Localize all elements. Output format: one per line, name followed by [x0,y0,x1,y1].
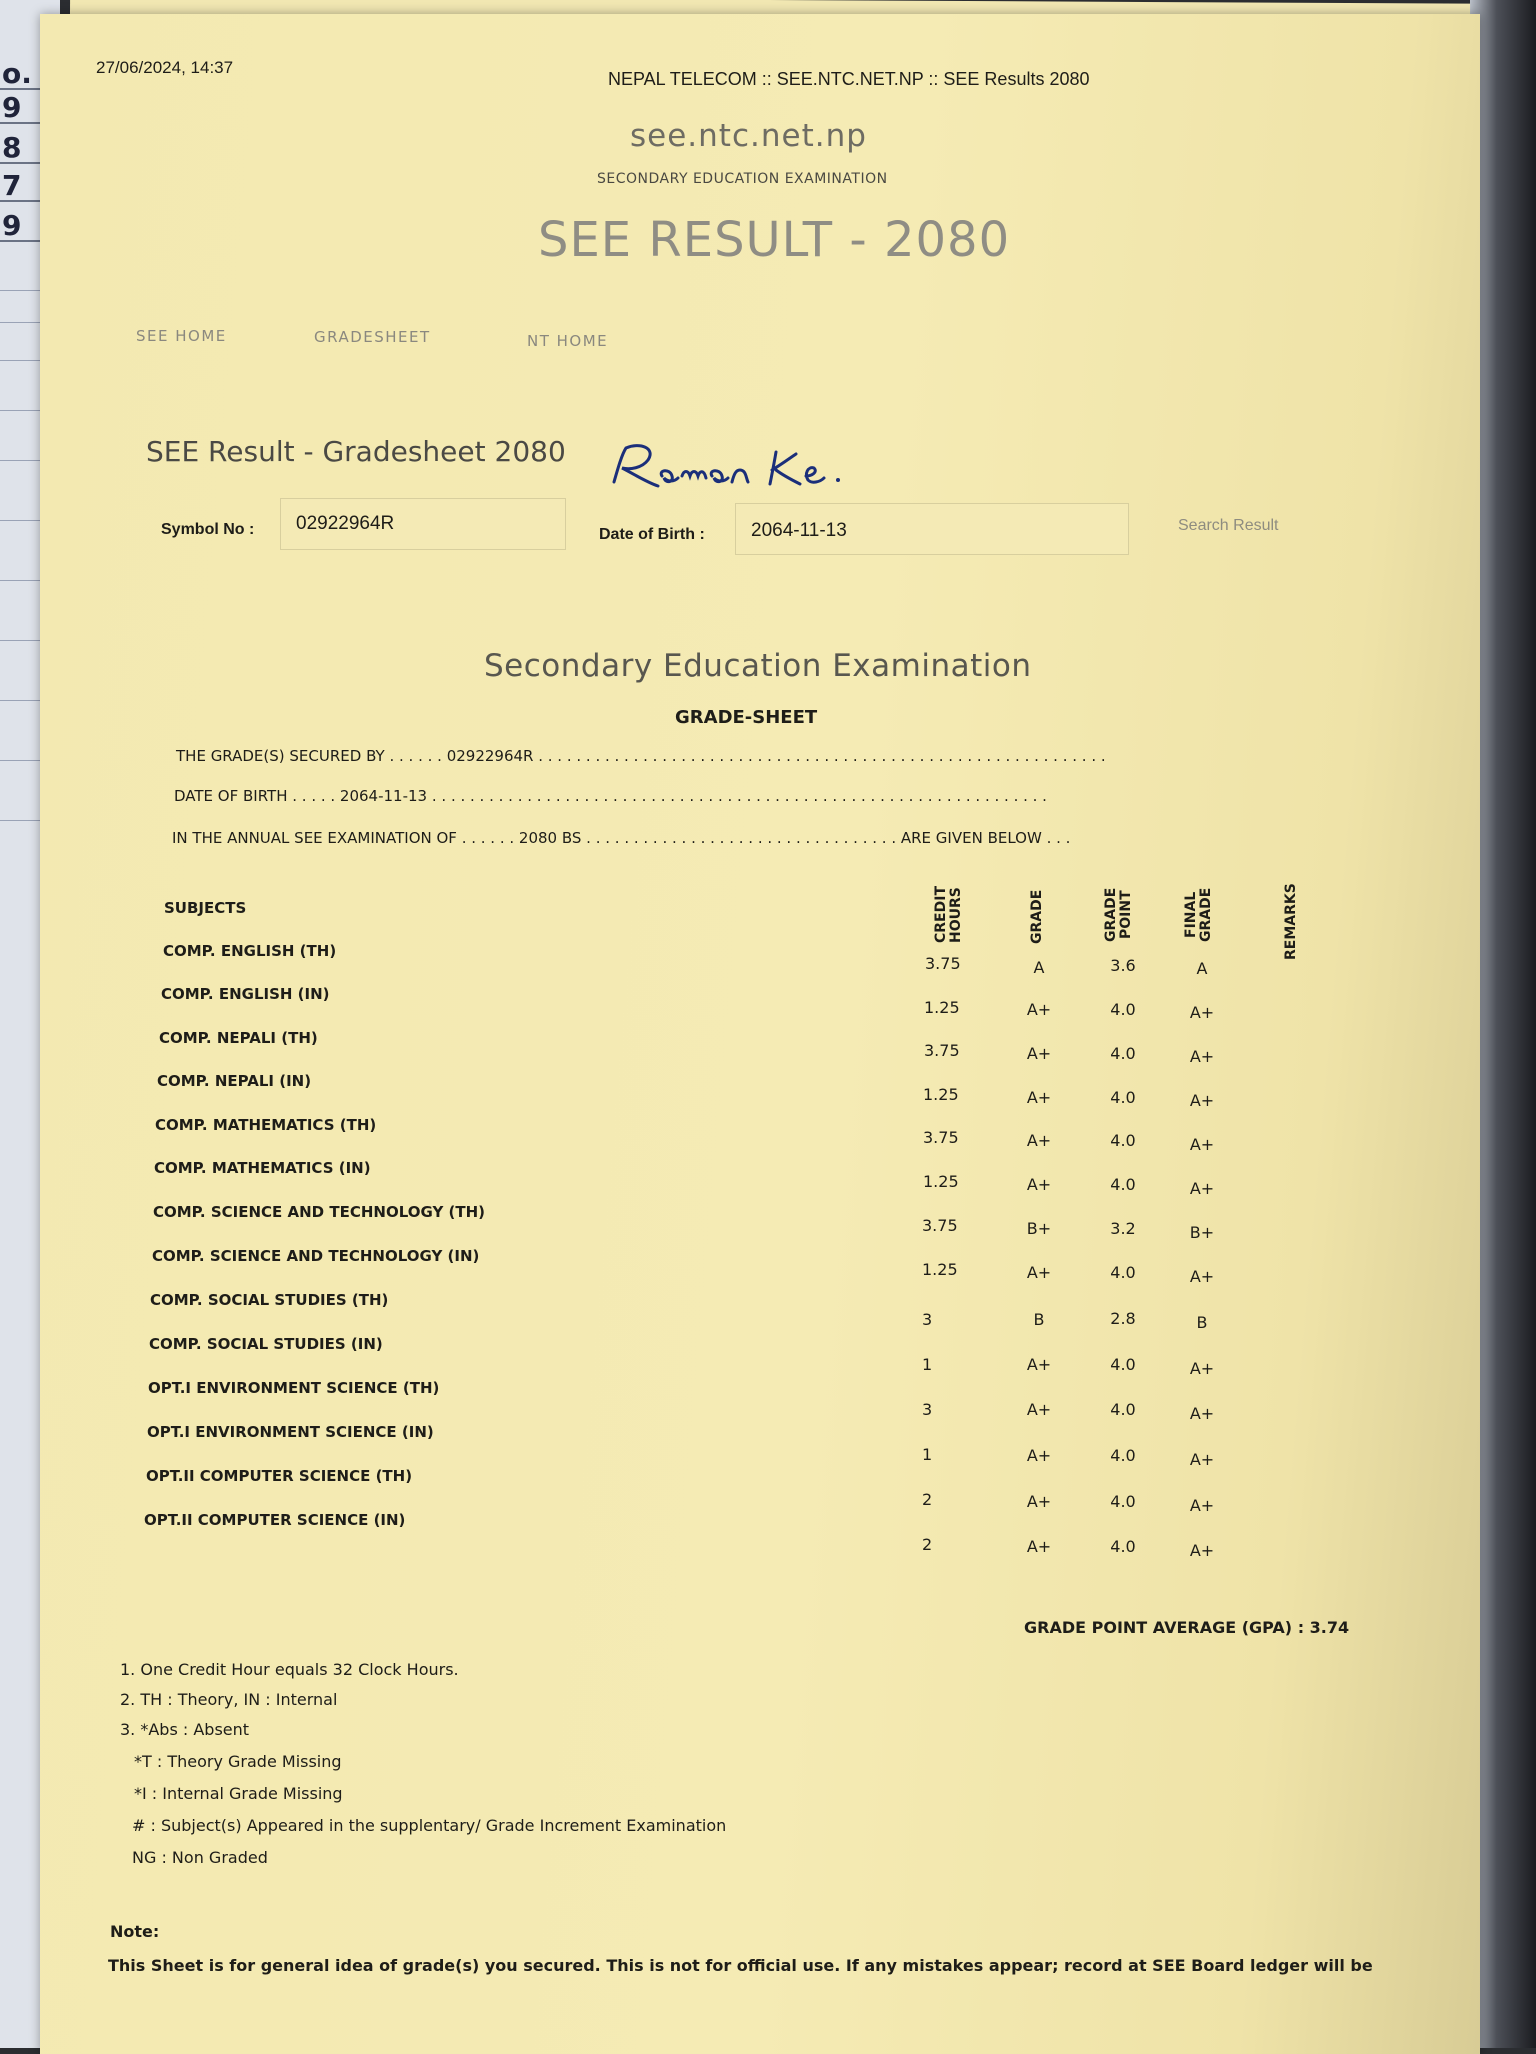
nav-gradesheet[interactable]: GRADESHEET [314,328,431,346]
subject-name: COMP. MATHEMATICS (IN) [154,1159,371,1177]
subject-name: COMP. SCIENCE AND TECHNOLOGY (IN) [152,1247,480,1265]
subject-name: COMP. SOCIAL STUDIES (TH) [150,1291,389,1309]
grade-point-cell: 4.0 [1110,1263,1136,1282]
footnote-item: # : Subject(s) Appeared in the supplentary/ Grade Increment Examination [132,1816,727,1835]
grade-point-cell: 4.0 [1110,1088,1136,1107]
grade-cell: A+ [1026,1131,1052,1150]
gpa-summary: GRADE POINT AVERAGE (GPA) : 3.74 [1024,1618,1350,1637]
subject-name: COMP. ENGLISH (IN) [161,985,330,1003]
credit-hours-cell: 3 [922,1400,933,1419]
final-grade-cell: A+ [1189,1541,1215,1560]
footnote-item: 1. One Credit Hour equals 32 Clock Hours. [120,1660,459,1679]
grade-point-cell: 4.0 [1110,1131,1136,1150]
credit-hours-cell: 1 [922,1445,933,1464]
credit-hours-cell: 3.75 [924,1041,960,1060]
final-grade-cell: A+ [1189,1135,1215,1154]
grade-point-cell: 4.0 [1110,1446,1136,1465]
col-header-grade: GRADE [1029,889,1045,945]
credit-hours-cell: 1.25 [923,1085,959,1104]
site-subtitle: SECONDARY EDUCATION EXAMINATION [597,171,888,187]
credit-hours-cell: 3 [922,1310,933,1329]
grade-point-cell: 4.0 [1110,1537,1136,1556]
grade-cell: A+ [1026,1088,1052,1107]
final-grade-cell: B [1196,1313,1208,1332]
subject-name: OPT.I ENVIRONMENT SCIENCE (TH) [148,1379,440,1397]
credit-hours-cell: 1.25 [923,1172,959,1191]
subject-name: COMP. SCIENCE AND TECHNOLOGY (TH) [153,1203,486,1221]
left-strip-cell: 7 [0,172,42,202]
dob-label: Date of Birth : [599,526,705,543]
grade-cell: A+ [1026,1355,1052,1374]
left-strip-cell: 8 [0,134,42,164]
nav-see-home[interactable]: SEE HOME [136,327,227,345]
subject-name: OPT.II COMPUTER SCIENCE (TH) [146,1467,413,1485]
col-header-grade-point: GRADE POINT [1103,887,1134,943]
symbol-no-label: Symbol No : [161,521,255,538]
left-strip-cell: 9 [0,94,42,124]
grade-point-cell: 4.0 [1110,1400,1136,1419]
print-timestamp: 27/06/2024, 14:37 [96,58,234,77]
grade-cell: A+ [1026,1492,1052,1511]
note-text: This Sheet is for general idea of grade(s) you secured. This is not for official use. If any mistakes appear; record at SEE Board ledger will be [108,1956,1373,1975]
final-grade-cell: A+ [1189,1179,1215,1198]
credit-hours-cell: 1.25 [922,1260,958,1279]
final-grade-cell: A+ [1189,1047,1215,1066]
printed-gradesheet-paper [40,14,1480,2054]
final-grade-cell: A [1196,959,1208,978]
grade-point-cell: 4.0 [1110,1000,1136,1019]
final-grade-cell: A+ [1189,1404,1215,1423]
gradesheet-title: Secondary Education Examination [484,648,1032,684]
credit-hours-cell: 2 [922,1535,933,1554]
grade-point-cell: 2.8 [1110,1309,1136,1328]
grade-cell: A+ [1026,1400,1052,1419]
grade-cell: A [1033,958,1045,977]
footnote-item: 2. TH : Theory, IN : Internal [120,1690,338,1709]
final-grade-cell: A+ [1189,1450,1215,1469]
search-result-button[interactable]: Search Result [1178,517,1279,534]
col-header-subjects: SUBJECTS [164,899,247,917]
credit-hours-cell: 1.25 [924,998,960,1017]
subject-name: OPT.I ENVIRONMENT SCIENCE (IN) [147,1423,434,1441]
footnote-item: *I : Internal Grade Missing [134,1784,343,1803]
grade-point-cell: 4.0 [1110,1175,1136,1194]
grade-cell: B [1033,1310,1045,1329]
subject-name: COMP. MATHEMATICS (TH) [155,1116,377,1134]
grade-point-cell: 3.2 [1110,1219,1136,1238]
left-strip-cell: o. [0,60,42,90]
col-header-credit-hours: CREDIT HOURS [933,886,964,944]
final-grade-cell: A+ [1189,1359,1215,1378]
subject-name: COMP. NEPALI (TH) [159,1029,318,1047]
date-of-birth-line: DATE OF BIRTH . . . . . 2064-11-13 . . . . . . . . . . . . . . . . . . . . . . . . . . . . . . . . . . . . . . . . . . . . . . . . . . . . . . . . . . . . . . . . . [174,787,1047,805]
credit-hours-cell: 3.75 [922,1216,958,1235]
gradesheet-subtitle: GRADE-SHEET [675,707,818,728]
grade-point-cell: 4.0 [1110,1355,1136,1374]
final-grade-cell: A+ [1189,1091,1215,1110]
grade-point-cell: 4.0 [1110,1492,1136,1511]
final-grade-cell: B+ [1189,1223,1215,1242]
footnote-item: NG : Non Graded [132,1848,268,1867]
footnote-item: 3. *Abs : Absent [120,1720,250,1739]
col-header-final-grade: FINAL GRADE [1183,887,1214,943]
credit-hours-cell: 3.75 [923,1128,959,1147]
subject-name: COMP. ENGLISH (TH) [163,942,337,960]
footnote-item: *T : Theory Grade Missing [134,1752,342,1771]
subject-name: COMP. NEPALI (IN) [157,1072,312,1090]
symbol-no-value: 02922964R [296,513,395,534]
handwritten-signature [600,438,870,502]
left-strip-cell: 9 [0,212,42,242]
grades-secured-line: THE GRADE(S) SECURED BY . . . . . . 02922964R . . . . . . . . . . . . . . . . . . . . . . . . . . . . . . . . . . . . . . . . . . . . . . . . . . . . . . . . . . . . [176,747,1106,765]
grade-cell: A+ [1026,1000,1052,1019]
dob-value: 2064-11-13 [751,520,847,541]
grade-cell: A+ [1026,1044,1052,1063]
form-title: SEE Result - Gradesheet 2080 [146,435,566,468]
subject-name: OPT.II COMPUTER SCIENCE (IN) [144,1511,406,1529]
subject-name: COMP. SOCIAL STUDIES (IN) [149,1335,383,1353]
note-heading: Note: [110,1922,160,1941]
exam-year-line: IN THE ANNUAL SEE EXAMINATION OF . . . . . . 2080 BS . . . . . . . . . . . . . . . . . . . . . . . . . . . . . . . . . ARE GIVEN BELOW . . . [172,829,1071,847]
print-page-title: NEPAL TELECOM :: SEE.NTC.NET.NP :: SEE Results 2080 [608,69,1090,89]
grade-cell: A+ [1026,1446,1052,1465]
grade-cell: A+ [1026,1537,1052,1556]
credit-hours-cell: 2 [922,1490,933,1509]
col-header-remarks: REMARKS [1283,883,1299,961]
final-grade-cell: A+ [1189,1496,1215,1515]
grade-cell: B+ [1026,1219,1052,1238]
grade-point-cell: 3.6 [1110,956,1136,975]
final-grade-cell: A+ [1189,1267,1215,1286]
site-url: see.ntc.net.np [630,118,867,154]
grade-cell: A+ [1026,1263,1052,1282]
credit-hours-cell: 3.75 [925,954,961,973]
credit-hours-cell: 1 [922,1355,933,1374]
grade-cell: A+ [1026,1175,1052,1194]
grade-point-cell: 4.0 [1110,1044,1136,1063]
nav-nt-home[interactable]: NT HOME [527,332,609,350]
final-grade-cell: A+ [1189,1003,1215,1022]
site-title: SEE RESULT - 2080 [538,212,1011,268]
